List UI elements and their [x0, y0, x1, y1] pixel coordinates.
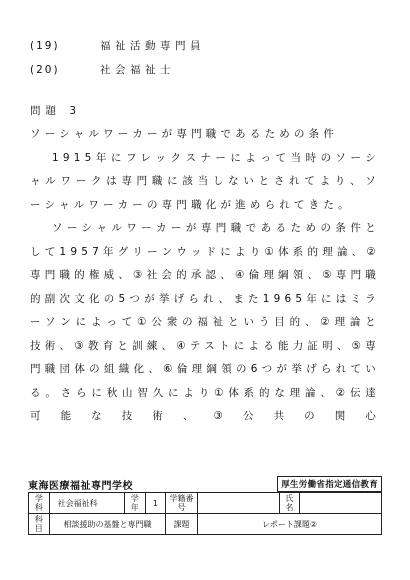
grade-value: 1 [145, 493, 166, 514]
question-heading: 問題 3 [30, 105, 82, 117]
subject-label: 科目 [29, 514, 50, 535]
paragraph: 1915年にフレックスナーによって当時のソーシャルワークは専門職に該当しないとされてより、ソーシャルワーカーの専門職化が進められてきた。 [30, 151, 380, 211]
grade-label: 学年 [124, 493, 145, 514]
certification-stamp: 厚生労働省指定通信教育 [277, 476, 382, 492]
student-info-table [28, 492, 382, 535]
paragraph: ソーシャルワーカーが専門職であるための条件として1957年グリーンウッドにより①体系的理論、②専門職的権威、③社会的承認、④倫理綱領、⑤専門職的副次文化の5つが挙げられ、また1965年にはミラーソンによって①公衆の福祉という目的、②理論と技術、③教育と訓練、④テストによる能力証明、⑤専門職団体の組織化、⑥倫理綱領の6つが挙げられている。さらに秋山智久により①体系的な理論、②伝達可能な技術、③公共の関心 [30, 222, 380, 422]
school-name: 東海医療福祉専門学校 [28, 481, 133, 492]
info-row-2 [29, 514, 382, 535]
name-field[interactable] [300, 493, 382, 514]
answer-title: ソーシャルワーカーが専門職であるための条件 [30, 128, 339, 140]
student-no-field[interactable] [197, 493, 279, 514]
item-text: 社会福祉士 [100, 64, 175, 76]
assignment-value: レポート課題② [197, 514, 381, 535]
assignment-label: 課題 [166, 514, 198, 535]
subject-value: 相談援助の基盤と専門職 [49, 514, 166, 535]
item-19 [30, 38, 205, 53]
item-number: (19) [30, 40, 60, 52]
dept-label: 学科 [29, 493, 50, 514]
item-number: (20) [30, 64, 60, 76]
item-20 [30, 62, 175, 77]
dept-value: 社会福祉科 [49, 493, 124, 514]
answer-body [30, 123, 380, 429]
item-text: 福祉活動専門員 [100, 40, 205, 52]
name-label: 氏名 [279, 493, 300, 514]
student-no-label: 学籍番号 [166, 493, 198, 514]
info-row-1 [29, 493, 382, 514]
report-footer [0, 474, 410, 580]
